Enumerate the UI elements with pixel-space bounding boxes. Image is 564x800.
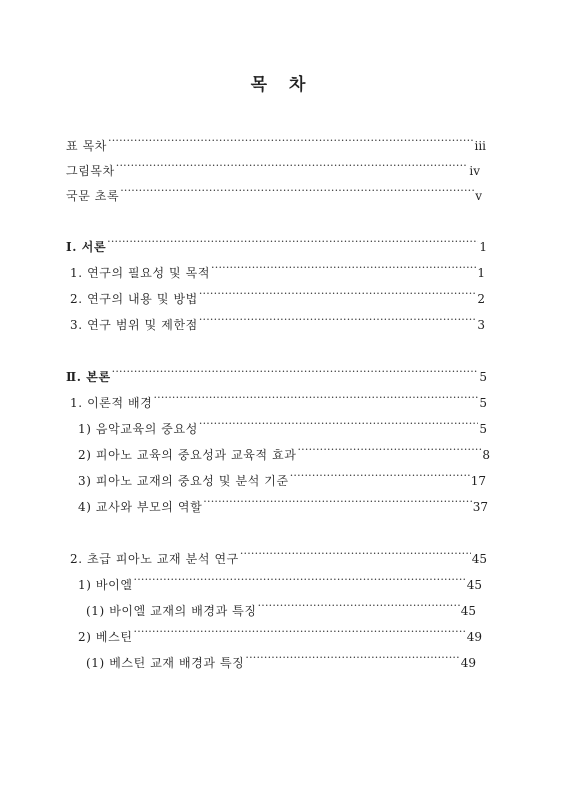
- toc-entry-page: 49: [460, 656, 476, 670]
- dot-leader: [258, 597, 460, 615]
- toc-entry-page: 45: [466, 578, 482, 592]
- toc-entry-label: 1) 바이엘: [78, 578, 133, 592]
- toc-entry-label: 국문 초록: [66, 189, 120, 203]
- toc-entry-label: (1) 베스틴 교재 배경과 특징: [86, 656, 245, 670]
- toc-entry-label: 표 목차: [66, 139, 107, 153]
- toc-entry-label: 3) 피아노 교재의 중요성 및 분석 기준: [78, 474, 289, 488]
- toc-entry-label: 2) 피아노 교육의 중요성과 교육적 효과: [78, 448, 297, 462]
- dot-leader: [108, 132, 473, 150]
- toc-entry-2-1-3[interactable]: [78, 467, 486, 488]
- toc-section-2-1[interactable]: [70, 389, 487, 410]
- dot-leader: [245, 649, 459, 667]
- toc-entry-abstract[interactable]: [66, 182, 482, 203]
- toc-entry-2-2-1-1[interactable]: [86, 597, 476, 618]
- toc-entry-2-1-2[interactable]: [78, 441, 490, 462]
- dot-leader: [153, 389, 478, 407]
- toc-entry-1-3[interactable]: [70, 311, 485, 332]
- toc-chapter-1[interactable]: [66, 233, 487, 254]
- toc-entry-label: 2. 연구의 내용 및 방법: [70, 292, 198, 306]
- toc-entry-label: 1. 연구의 필요성 및 목적: [70, 266, 211, 280]
- dot-leader: [290, 467, 470, 485]
- toc-entry-page: 17: [470, 474, 486, 488]
- dot-leader: [134, 571, 466, 589]
- dot-leader: [203, 493, 471, 511]
- dot-leader: [120, 182, 474, 200]
- toc-entry-label: (1) 바이엘 교재의 배경과 특징: [86, 604, 257, 618]
- dot-leader: [211, 259, 476, 277]
- toc-entry-label: 4) 교사와 부모의 역할: [78, 500, 203, 514]
- toc-entry-table-list[interactable]: [66, 132, 486, 153]
- toc-entry-page: 2: [477, 292, 485, 306]
- toc-chapter-2[interactable]: [66, 363, 487, 384]
- toc-entry-page: 5: [479, 370, 487, 384]
- toc-entry-page: 8: [482, 448, 490, 462]
- toc-entry-label: 2) 베스틴: [78, 630, 133, 644]
- toc-entry-label: 2. 초급 피아노 교재 분석 연구: [70, 552, 239, 566]
- toc-chapter-label: Ⅰ. 서론: [66, 240, 107, 254]
- dot-leader: [199, 415, 478, 433]
- page-title: 목 차: [250, 75, 314, 95]
- toc-entry-page: 37: [472, 500, 488, 514]
- toc-entry-figure-list[interactable]: [66, 157, 480, 178]
- toc-entry-1-2[interactable]: [70, 285, 485, 306]
- toc-entry-1-1[interactable]: [70, 259, 485, 280]
- toc-entry-label: 3. 연구 범위 및 제한점: [70, 318, 198, 332]
- dot-leader: [240, 545, 471, 563]
- toc-entry-2-1-4[interactable]: [78, 493, 488, 514]
- toc-entry-page: 3: [477, 318, 485, 332]
- toc-entry-page: 49: [466, 630, 482, 644]
- toc-entry-page: 45: [460, 604, 476, 618]
- toc-entry-label: 1. 이론적 배경: [70, 396, 153, 410]
- toc-section-2-2[interactable]: [70, 545, 487, 566]
- dot-leader: [199, 285, 477, 303]
- dot-leader: [297, 441, 481, 459]
- toc-entry-page: v: [475, 189, 482, 203]
- toc-entry-page: 1: [479, 240, 487, 254]
- toc-entry-page: 5: [479, 396, 487, 410]
- toc-entry-2-2-1[interactable]: [78, 571, 482, 592]
- dot-leader: [107, 233, 478, 251]
- toc-entry-page: 5: [479, 422, 487, 436]
- toc-entry-page: 1: [477, 266, 485, 280]
- toc-entry-2-2-2[interactable]: [78, 623, 482, 644]
- dot-leader: [116, 157, 469, 175]
- toc-entry-2-1-1[interactable]: [78, 415, 487, 436]
- toc-entry-label: 1) 음악교육의 중요성: [78, 422, 198, 436]
- toc-entry-page: iv: [469, 164, 480, 178]
- toc-entry-page: 45: [471, 552, 487, 566]
- toc-entry-2-2-2-1[interactable]: [86, 649, 476, 670]
- toc-entry-page: iii: [474, 139, 486, 153]
- toc-entry-label: 그림목차: [66, 164, 115, 178]
- dot-leader: [112, 363, 479, 381]
- dot-leader: [134, 623, 466, 641]
- dot-leader: [199, 311, 477, 329]
- toc-chapter-label: Ⅱ. 본론: [66, 370, 111, 384]
